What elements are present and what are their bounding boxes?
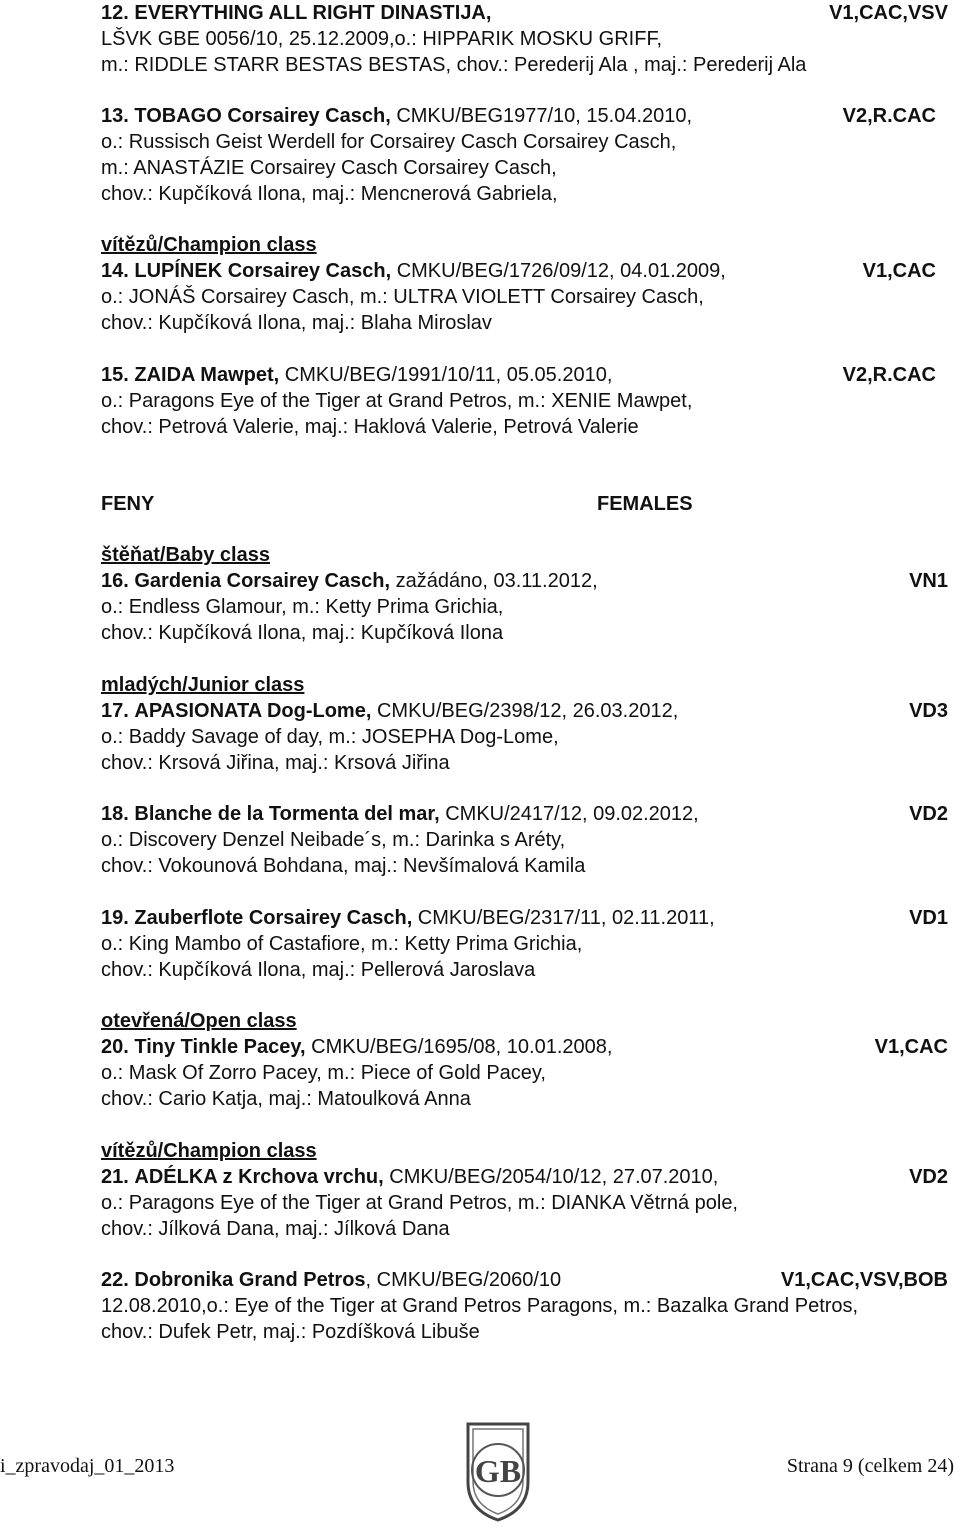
entry-21-line: o.: Paragons Eye of the Tiger at Grand Petros, m.: DIANKA Větrná pole, <box>101 1192 738 1214</box>
entry-20-award: V1,CAC <box>874 1036 948 1058</box>
entry-14-line: chov.: Kupčíková Ilona, maj.: Blaha Miroslav <box>101 312 492 334</box>
entry-20-title: 20. Tiny Tinkle Pacey, CMKU/BEG/1695/08, 10.01.2008, <box>101 1036 613 1058</box>
entry-20-line: chov.: Cario Katja, maj.: Matoulková Anna <box>101 1088 471 1110</box>
entry-21-award: VD2 <box>909 1166 948 1188</box>
class-heading-baby: štěňat/Baby class <box>101 544 270 566</box>
entry-16-line: o.: Endless Glamour, m.: Ketty Prima Grichia, <box>101 596 504 618</box>
club-logo-icon <box>462 1420 534 1524</box>
entry-18-award: VD2 <box>909 803 948 825</box>
entry-13-line: chov.: Kupčíková Ilona, maj.: Mencnerová Gabriela, <box>101 183 558 205</box>
entry-19-award: VD1 <box>909 907 948 929</box>
entry-19-title: 19. Zauberflote Corsairey Casch, CMKU/BEG/2317/11, 02.11.2011, <box>101 907 715 929</box>
entry-16-title: 16. Gardenia Corsairey Casch, zažádáno, 03.11.2012, <box>101 570 598 592</box>
entry-14-line: o.: JONÁŠ Corsairey Casch, m.: ULTRA VIOLETT Corsairey Casch, <box>101 286 704 308</box>
entry-15-award: V2,R.CAC <box>842 364 936 386</box>
entry-17-line: o.: Baddy Savage of day, m.: JOSEPHA Dog-Lome, <box>101 726 559 748</box>
entry-21-title: 21. ADÉLKA z Krchova vrchu, CMKU/BEG/2054/10/12, 27.07.2010, <box>101 1166 719 1188</box>
entry-17-award: VD3 <box>909 700 948 722</box>
entry-13-line: m.: ANASTÁZIE Corsairey Casch Corsairey Casch, <box>101 157 557 179</box>
entry-20-line: o.: Mask Of Zorro Pacey, m.: Piece of Gold Pacey, <box>101 1062 546 1084</box>
entry-14-award: V1,CAC <box>862 260 936 282</box>
entry-14-title: 14. LUPÍNEK Corsairey Casch, CMKU/BEG/1726/09/12, 04.01.2009, <box>101 260 726 282</box>
section-females: FEMALES <box>597 493 693 515</box>
entry-12-title: 12. EVERYTHING ALL RIGHT DINASTIJA, <box>101 2 492 24</box>
entry-12-line: LŠVK GBE 0056/10, 25.12.2009,o.: HIPPARIK MOSKU GRIFF, <box>101 28 663 50</box>
entry-12-line: m.: RIDDLE STARR BESTAS BESTAS, chov.: Perederij Ala , maj.: Perederij Ala <box>101 54 807 76</box>
entry-15-line: o.: Paragons Eye of the Tiger at Grand Petros, m.: XENIE Mawpet, <box>101 390 693 412</box>
class-heading-champion-2: vítězů/Champion class <box>101 1140 317 1162</box>
entry-17-title: 17. APASIONATA Dog-Lome, CMKU/BEG/2398/12, 26.03.2012, <box>101 700 679 722</box>
footer-publication: i_zpravodaj_01_2013 <box>0 1455 175 1477</box>
entry-19-line: o.: King Mambo of Castafiore, m.: Ketty Prima Grichia, <box>101 933 583 955</box>
entry-16-award: VN1 <box>909 570 948 592</box>
entry-18-title: 18. Blanche de la Tormenta del mar, CMKU/2417/12, 09.02.2012, <box>101 803 699 825</box>
entry-13-title: 13. TOBAGO Corsairey Casch, CMKU/BEG1977/10, 15.04.2010, <box>101 105 693 127</box>
class-heading-open: otevřená/Open class <box>101 1010 297 1032</box>
entry-13-award: V2,R.CAC <box>842 105 936 127</box>
entry-12-award: V1,CAC,VSV <box>829 2 948 24</box>
entry-17-line: chov.: Krsová Jiřina, maj.: Krsová Jiřina <box>101 752 450 774</box>
entry-21-line: chov.: Jílková Dana, maj.: Jílková Dana <box>101 1218 450 1240</box>
entry-18-line: chov.: Vokounová Bohdana, maj.: Nevšímalová Kamila <box>101 855 586 877</box>
class-heading-junior: mladých/Junior class <box>101 674 305 696</box>
entry-18-line: o.: Discovery Denzel Neibade´s, m.: Darinka s Aréty, <box>101 829 566 851</box>
footer-page-number: Strana 9 (celkem 24) <box>786 1455 954 1477</box>
entry-22-line: chov.: Dufek Petr, maj.: Pozdíšková Libuše <box>101 1321 480 1343</box>
entry-13-line: o.: Russisch Geist Werdell for Corsairey Casch Corsairey Casch, <box>101 131 677 153</box>
entry-22-line: 12.08.2010,o.: Eye of the Tiger at Grand Petros Paragons, m.: Bazalka Grand Petros, <box>101 1295 859 1317</box>
entry-15-title: 15. ZAIDA Mawpet, CMKU/BEG/1991/10/11, 05.05.2010, <box>101 364 613 386</box>
section-feny: FENY <box>101 493 155 515</box>
entry-16-line: chov.: Kupčíková Ilona, maj.: Kupčíková Ilona <box>101 622 504 644</box>
class-heading-champion: vítězů/Champion class <box>101 234 317 256</box>
entry-15-line: chov.: Petrová Valerie, maj.: Haklová Valerie, Petrová Valerie <box>101 416 639 438</box>
entry-22-title: 22. Dobronika Grand Petros, CMKU/BEG/2060/10 <box>101 1269 562 1291</box>
entry-19-line: chov.: Kupčíková Ilona, maj.: Pellerová Jaroslava <box>101 959 536 981</box>
logo-text: GB <box>474 1453 522 1489</box>
entry-22-award: V1,CAC,VSV,BOB <box>780 1269 948 1291</box>
